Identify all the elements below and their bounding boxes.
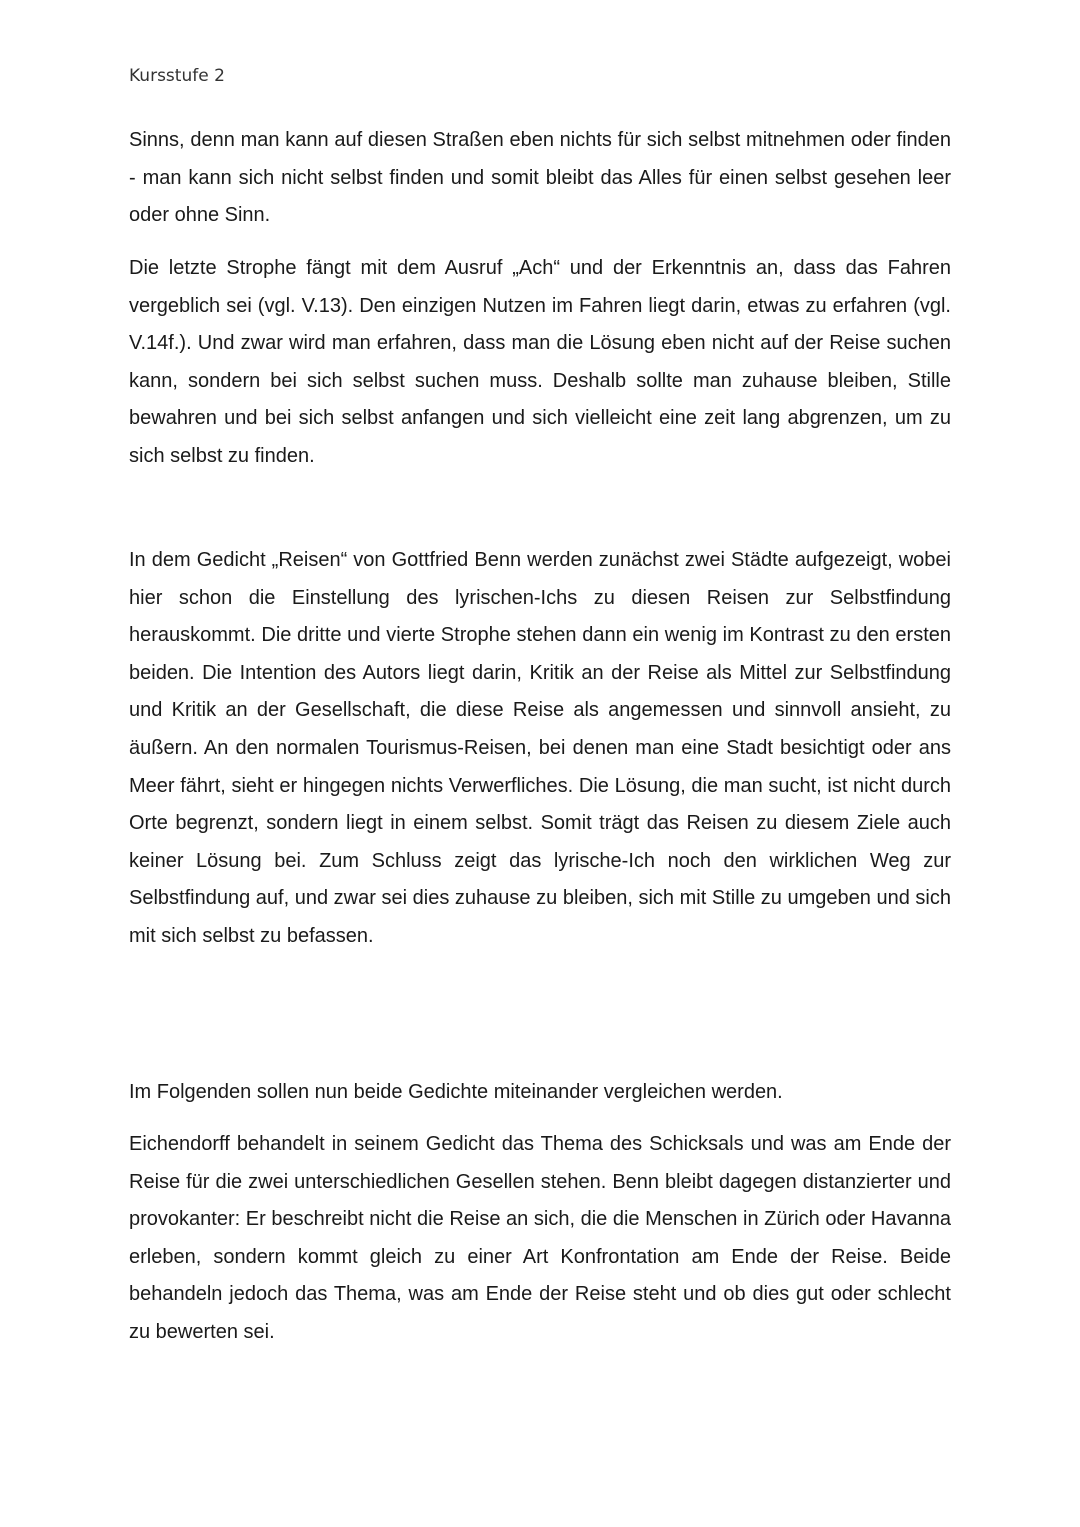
- paragraph-2: Die letzte Strophe fängt mit dem Ausruf „Ach“ und der Erkenntnis an, dass das Fahren vergeblich sei (vgl. V.13). Den einzigen Nutzen im Fahren liegt darin, etwas zu erfahren (vgl. V.14f.). Und zwar wird man erfahren, dass man die Lösung eben nicht auf der Reise suchen kann, sondern bei sich selbst suchen muss. Deshalb sollte man zuhause bleiben, Stille bewahren und bei sich selbst anfangen und sich vielleicht eine zeit lang abgrenzen, um zu sich selbst zu finden.: [129, 257, 951, 467]
- paragraph-4: Im Folgenden sollen nun beide Gedichte miteinander vergleichen werden.: [129, 1081, 783, 1103]
- paragraph-1: Sinns, denn man kann auf diesen Straßen eben nichts für sich selbst mitnehmen oder finden - man kann sich nicht selbst finden und somit bleibt das Alles für einen selbst gesehen leer oder ohne Sinn.: [129, 129, 951, 227]
- paragraph-3: In dem Gedicht „Reisen“ von Gottfried Benn werden zunächst zwei Städte aufgezeigt, wobei hier schon die Einstellung des lyrischen-Ichs zu diesen Reisen zur Selbstfindung herauskommt. Die dritte und vierte Strophe stehen dann ein wenig im Kontrast zu den ersten beiden. Die Intention des Autors liegt darin, Kritik an der Reise als Mittel zur Selbstfindung und Kritik an der Gesellschaft, die diese Reise als angemessen und sinnvoll ansieht, zu äußern. An den normalen Tourismus-Reisen, bei denen man eine Stadt besichtigt oder ans Meer fährt, sieht er hingegen nichts Verwerfliches. Die Lösung, die man sucht, ist nicht durch Orte begrenzt, sondern liegt in einem selbst. Somit trägt das Reisen zu diesem Ziele auch keiner Lösung bei. Zum Schluss zeigt das lyrische-Ich noch den wirklichen Weg zur Selbstfindung auf, und zwar sei dies zuhause zu bleiben, sich mit Stille zu umgeben und sich mit sich selbst zu befassen.: [129, 549, 951, 947]
- page-header-course: Kursstufe 2: [129, 66, 225, 86]
- paragraph-5: Eichendorff behandelt in seinem Gedicht das Thema des Schicksals und was am Ende der Reise für die zwei unterschiedlichen Gesellen stehen. Benn bleibt dagegen distanzierter und provokanter: Er beschreibt nicht die Reise an sich, die die Menschen in Zürich oder Havanna erleben, sondern kommt gleich zu einer Art Konfrontation am Ende der Reise. Beide behandeln jedoch das Thema, was am Ende der Reise steht und ob dies gut oder schlecht zu bewerten sei.: [129, 1133, 951, 1343]
